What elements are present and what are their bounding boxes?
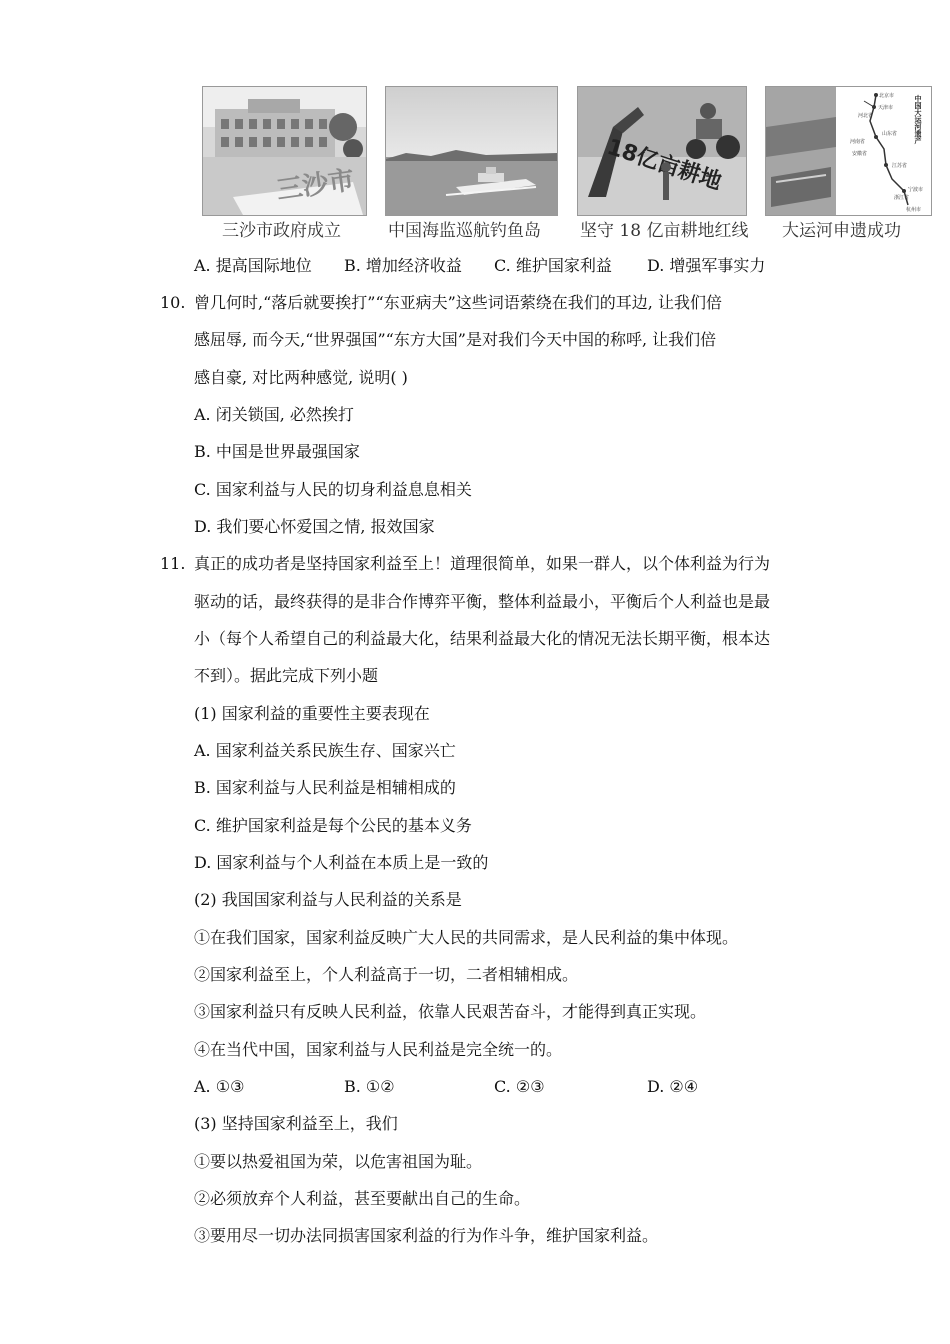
question-stem: 感屈辱, 而今天,“世界强国”“东方大国”是对我们今天中国的称呼, 让我们倍	[194, 330, 717, 349]
option-c[interactable]: C. ②③	[494, 1077, 545, 1096]
option-d[interactable]: D. 我们要心怀爱国之情, 报效国家	[194, 517, 435, 536]
photo-farmland-redline	[577, 86, 747, 216]
option-a[interactable]: A. 闭关锁国, 必然挨打	[194, 405, 354, 424]
svg-text:江苏省: 江苏省	[892, 163, 908, 169]
svg-text:河北省: 河北省	[858, 113, 874, 119]
question-stem: 不到）。据此完成下列小题	[194, 666, 379, 685]
photo-caption: 中国海监巡航钓鱼岛	[388, 221, 541, 241]
svg-text:山东省: 山东省	[882, 131, 898, 137]
option-b[interactable]: B. ①②	[344, 1077, 395, 1096]
svg-text:杭州市: 杭州市	[906, 207, 922, 213]
statement-item: ②国家利益至上，个人利益高于一切，二者相辅相成。	[194, 965, 579, 984]
option-c[interactable]: C. 国家利益与人民的切身利益息息相关	[194, 480, 472, 499]
statement-item: ①在我们国家，国家利益反映广大人民的共同需求，是人民利益的集中体现。	[194, 928, 739, 947]
svg-text:河南省: 河南省	[850, 139, 866, 145]
option-d[interactable]: D. ②④	[647, 1077, 699, 1096]
subquestion-title: (2) 我国国家利益与人民利益的关系是	[194, 890, 462, 909]
subquestion-title: (3) 坚持国家利益至上，我们	[194, 1114, 398, 1133]
photo-caption: 大运河申遗成功	[782, 221, 901, 241]
photo-grand-canal-map	[765, 86, 932, 216]
photo-patrol-diaoyu	[385, 86, 558, 216]
option-c[interactable]: C. 维护国家利益是每个公民的基本义务	[194, 816, 472, 835]
svg-text:北京市: 北京市	[879, 93, 895, 99]
subquestion-title: (1) 国家利益的重要性主要表现在	[194, 704, 430, 723]
option-c[interactable]: C. 维护国家利益	[494, 256, 612, 275]
question-number: 11.	[160, 554, 186, 573]
svg-text:宁波市: 宁波市	[908, 187, 924, 193]
statement-item: ②必须放弃个人利益，甚至要献出自己的生命。	[194, 1189, 531, 1208]
option-b[interactable]: B. 国家利益与人民利益是相辅相成的	[194, 778, 456, 797]
question-stem: 驱动的话，最终获得的是非合作博弈平衡，整体利益最小，平衡后个人利益也是最	[194, 592, 771, 611]
map-title: 中国大运河遗产	[914, 95, 922, 144]
question-stem: 感自豪, 对比两种感觉, 说明( )	[194, 368, 408, 387]
svg-text:浙江省: 浙江省	[894, 195, 910, 201]
option-a[interactable]: A. 国家利益关系民族生存、国家兴亡	[194, 741, 456, 760]
question-stem: 曾几何时,“落后就要挨打”“东亚病夫”这些词语萦绕在我们的耳边, 让我们倍	[194, 293, 722, 312]
photo-caption: 坚守 18 亿亩耕地红线	[580, 221, 749, 241]
option-d[interactable]: D. 国家利益与个人利益在本质上是一致的	[194, 853, 489, 872]
question-stem: 小（每个人希望自己的利益最大化，结果利益最大化的情况无法长期平衡，根本达	[194, 629, 771, 648]
svg-text:安徽省: 安徽省	[852, 151, 868, 157]
sign-text: 三沙市	[274, 165, 357, 206]
statement-item: ④在当代中国，国家利益与人民利益是完全统一的。	[194, 1040, 563, 1059]
svg-text:天津市: 天津市	[878, 105, 894, 111]
photo-sansha-government	[202, 86, 367, 216]
option-a[interactable]: A. 提高国际地位	[194, 256, 312, 275]
photo-caption: 三沙市政府成立	[222, 221, 341, 241]
option-d[interactable]: D. 增强军事实力	[647, 256, 766, 275]
statement-item: ③要用尽一切办法同损害国家利益的行为作斗争，维护国家利益。	[194, 1226, 659, 1245]
question-stem: 真正的成功者是坚持国家利益至上！道理很简单，如果一群人，以个体利益为行为	[194, 554, 771, 573]
question-number: 10.	[160, 293, 186, 312]
statement-item: ①要以热爱祖国为荣，以危害祖国为耻。	[194, 1152, 483, 1171]
option-b[interactable]: B. 中国是世界最强国家	[194, 442, 360, 461]
option-a[interactable]: A. ①③	[194, 1077, 245, 1096]
option-b[interactable]: B. 增加经济收益	[344, 256, 462, 275]
statement-item: ③国家利益只有反映人民利益，依靠人民艰苦奋斗，才能得到真正实现。	[194, 1002, 707, 1021]
